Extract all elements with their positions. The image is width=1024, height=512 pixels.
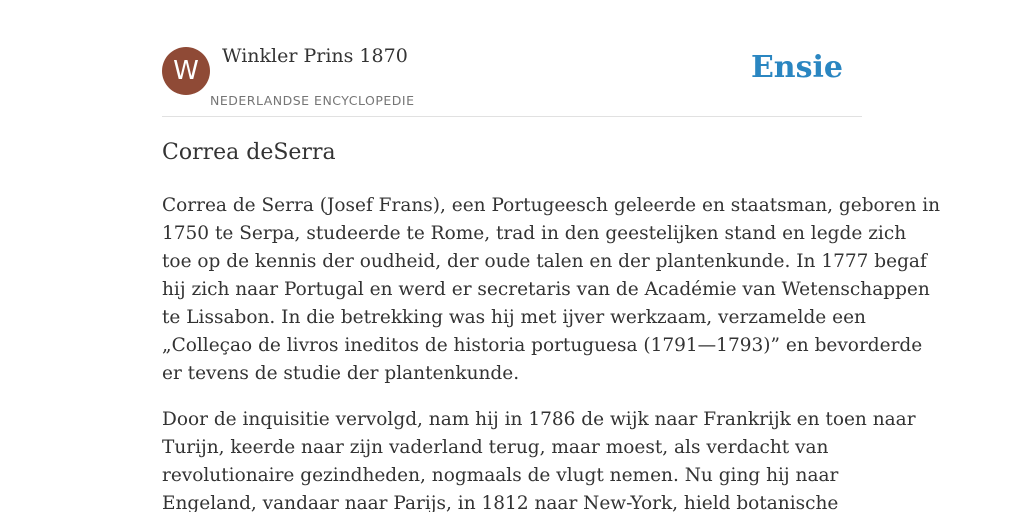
publication-subtitle: NEDERLANDSE ENCYCLOPEDIE: [210, 93, 415, 108]
article-body: [162, 192, 941, 512]
text-line: revolutionaire gezindheden, nogmaals de vlugt nemen. Nu ging hij naar: [162, 465, 839, 486]
article-title: Correa deSerra: [162, 140, 336, 165]
publication-name[interactable]: Winkler Prins 1870: [222, 45, 408, 67]
text-line: toe op de kennis der oudheid, der oude talen en der plantenkunde. In 1777 begaf: [162, 251, 927, 272]
text-line: 1750 te Serpa, studeerde te Rome, trad in den geestelijken stand en legde zich: [162, 223, 907, 244]
article-paragraph: [162, 406, 916, 512]
text-line: te Lissabon. In die betrekking was hij met ijver werkzaam, verzamelde een: [162, 307, 866, 328]
ensie-logo[interactable]: Ensie: [750, 50, 843, 85]
text-line: er tevens de studie der plantenkunde.: [162, 363, 520, 384]
text-line: Engeland, vandaar naar Parijs, in 1812 naar New-York, hield botanische: [162, 493, 839, 512]
article-paragraph: [162, 192, 941, 388]
header: [162, 0, 862, 117]
text-line: „Colleçao de livros ineditos de historia portuguesa (1791—1793)” en bevorderde: [162, 335, 923, 356]
text-line: Correa de Serra (Josef Frans), een Portugeesch geleerde en staatsman, geboren in: [162, 195, 941, 216]
text-line: Door de inquisitie vervolgd, nam hij in 1786 de wijk naar Frankrijk en toen naar: [162, 409, 916, 430]
text-line: hij zich naar Portugal en werd er secretaris van de Académie van Wetenschappen: [162, 279, 930, 300]
text-line: Turijn, keerde naar zijn vaderland terug, maar moest, als verdacht van: [162, 437, 829, 458]
publication-avatar[interactable]: W: [162, 47, 210, 95]
